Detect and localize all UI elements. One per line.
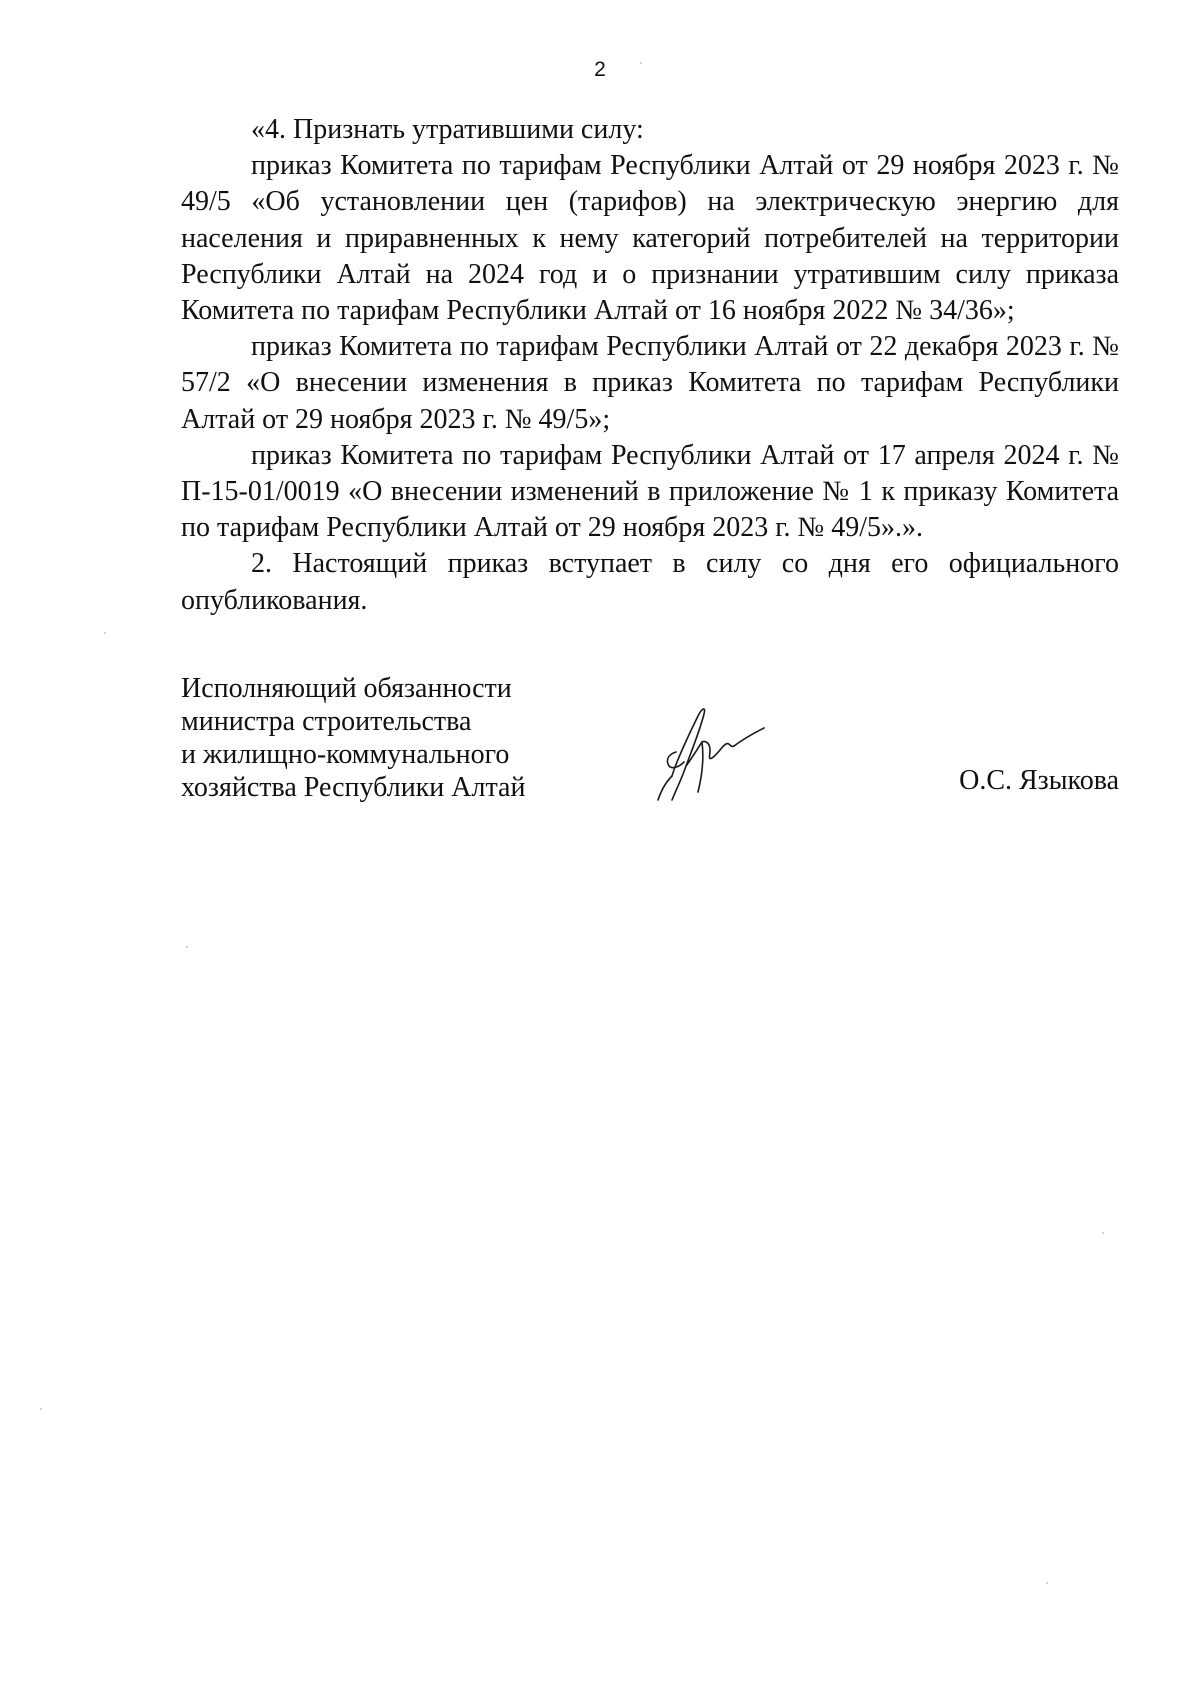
signatory-title-line: и жилищно-коммунального bbox=[181, 739, 510, 770]
paragraph-effective-date: 2. Настоящий приказ вступает в силу со дня его официального опубликования. bbox=[181, 548, 1119, 616]
page-number: 2 bbox=[594, 58, 606, 81]
signatory-title-line: министра строительства bbox=[181, 706, 472, 737]
scan-speck bbox=[1102, 1232, 1104, 1234]
paragraph-order-57-2: приказ Комитета по тарифам Республики Алтай от 22 декабря 2023 г. № 57/2 «О внесении изменения в приказ Комитета по тарифам Республики Алтай от 29 ноября 2023 г. № 49/5»; bbox=[181, 331, 1119, 435]
paragraph-repeal-heading: «4. Признать утратившими силу: bbox=[251, 114, 644, 145]
signatory-title-line: Исполняющий обязанности bbox=[181, 673, 512, 704]
scan-speck bbox=[104, 632, 106, 634]
signatory-title-line: хозяйства Республики Алтай bbox=[181, 772, 526, 803]
document-body bbox=[181, 112, 1119, 619]
scan-speck bbox=[186, 946, 188, 948]
signature-block bbox=[181, 672, 1119, 832]
paragraph-order-p-15-01-0019: приказ Комитета по тарифам Республики Алтай от 17 апреля 2024 г. № П-15-01/0019 «О внесении изменений в приложение № 1 к приказу Комитета по тарифам Республики Алтай от 29 ноября 2023 г. № 49/5».». bbox=[181, 439, 1119, 544]
signatory-name: О.С. Языкова bbox=[959, 765, 1119, 796]
paragraph-order-49-5: приказ Комитета по тарифам Республики Алтай от 29 ноября 2023 г. № 49/5 «Об установлении цен (тарифов) на электрическую энергию для населения и приравненных к нему категорий потребителей на территории Республики Алтай на 2024 год и о признании утратившим силу приказа Комитета по тарифам Республики Алтай от 16 ноября 2022 № 34/36»; bbox=[181, 150, 1119, 327]
signatory-title bbox=[181, 672, 601, 804]
scan-speck bbox=[640, 62, 642, 64]
handwritten-signature bbox=[646, 692, 786, 804]
scan-speck bbox=[40, 1408, 42, 1410]
scan-speck bbox=[1046, 1582, 1048, 1584]
